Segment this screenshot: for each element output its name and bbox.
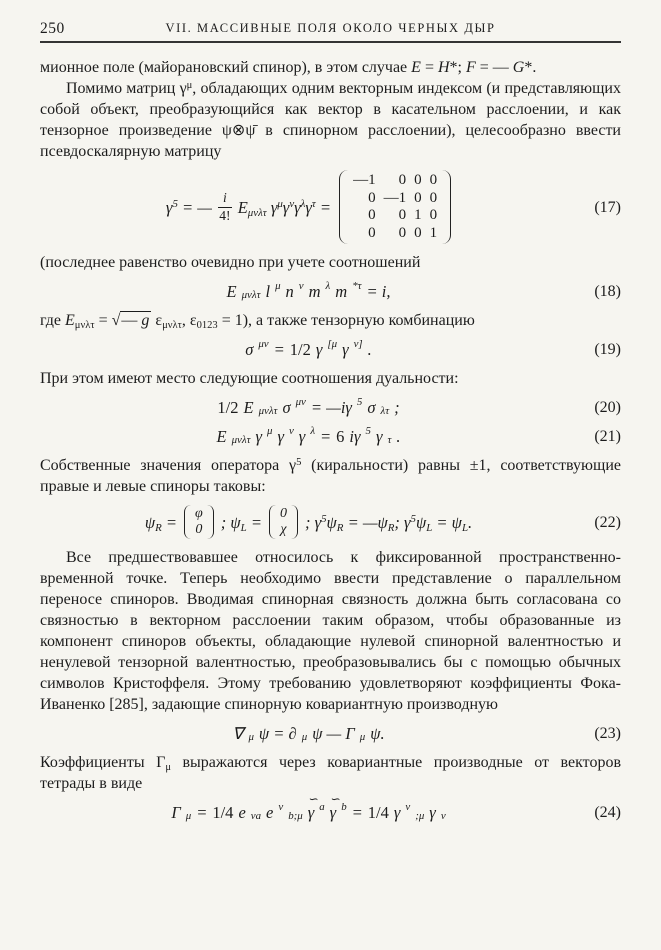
matrix-cell: —1 xyxy=(353,172,376,188)
paragraph-spinor-connection: Все предшествовавшее относилось к фиксированной пространственно-временной точке. Теперь необходимо ввести представление о параллельном переносе спиноров. Вводимая спинорная связность должна быть согласована со связностью в векторном расслоении таким образом, чтобы образованные из компонент спиноров объекты, обладающие нулевой спинорной валентностью и ненулевой тензорной валентностью, преобразовывались бы с помощью обычных символов Кристоффеля. Этому требованию удовлетворяют коэффициенты Фока-Иваненко [285], задающие спинорную ковариантную производную xyxy=(40,549,621,713)
right-parenthesis xyxy=(291,505,298,539)
formula: ∇ $_\mu$ ψ = ∂ $_\mu$ ψ — Γ $_\mu$ ψ. xyxy=(232,724,385,743)
right-spinor-vector xyxy=(184,505,214,539)
fraction-denominator: 4! xyxy=(219,207,231,223)
right-parenthesis xyxy=(207,505,214,539)
formula-segment: $\psi_R$ = xyxy=(144,512,178,534)
equation-20 xyxy=(40,397,621,418)
paragraph-continuation: мионное поле (майорановский спинор), в этом случае E = H*; F = — G*. xyxy=(40,59,537,76)
equation-23 xyxy=(40,723,621,744)
equation-17 xyxy=(40,170,621,244)
matrix-cell: 0 xyxy=(368,189,376,206)
page-header xyxy=(40,16,621,38)
paragraph-gamma-matrices: Помимо матриц $\gamma^\mu$, обладающих одним векторным индексом (и представляющих собой объект, преобразующийся как вектор в касательном расслоении, и как тензорное произведение ψ⊗ψ̄ в спинорном расслоении), целесообразно ввести псевдоскалярную матрицу xyxy=(40,79,621,160)
matrix-cell: 0 xyxy=(429,207,438,223)
formula: E $_{\mu\nu\lambda\tau}$ γ $^\mu$ γ $^\nu$ γ $^\lambda$ = 6 iγ $^5$ γ $_\tau$ . xyxy=(216,425,401,446)
paragraph-chirality: Собственные значения оператора $\gamma^5$ (киральности) равны ±1, соответствующие правые и левые спиноры таковы: xyxy=(40,456,621,495)
equation-21 xyxy=(40,426,621,447)
vector-column xyxy=(191,505,207,539)
equation-number: (20) xyxy=(594,399,621,416)
formula-segment: $\gamma^5$ = — xyxy=(165,197,212,217)
paragraph-levi-civita: где $E_{\mu\nu\lambda\tau}$ = √— g $\varepsilon_{\mu\nu\lambda\tau}$, $\varepsilon_{0123} = 1$), а также тензорную комбинацию xyxy=(40,312,475,332)
matrix-cell: 0 xyxy=(414,172,422,188)
equation-22 xyxy=(40,505,621,539)
formula-segment: ; $\psi_L$ = xyxy=(220,512,262,534)
matrix-cell: 0 xyxy=(368,207,376,223)
matrix-cell: 0 xyxy=(429,189,438,206)
paragraph-duality: При этом имеют место следующие соотношения дуальности: xyxy=(40,370,459,387)
matrix-cell: —1 xyxy=(383,189,407,206)
vector-column xyxy=(276,505,291,539)
vector-cell: φ xyxy=(195,506,203,521)
left-spinor-vector xyxy=(269,505,298,539)
matrix-cell: 0 xyxy=(414,189,422,206)
equation-number: (17) xyxy=(594,198,621,216)
formula-segment: ; $\gamma^5\psi_R$ = $—\psi_R$; $\gamma^5\psi_L = \psi_L$. xyxy=(304,512,473,534)
matrix-cell: 0 xyxy=(398,207,407,223)
gamma5-matrix xyxy=(339,170,451,244)
page-body xyxy=(40,57,621,823)
equation-number: (22) xyxy=(594,513,621,531)
equation-24 xyxy=(40,791,621,823)
equation-19 xyxy=(40,339,621,360)
matrix-cell: 0 xyxy=(368,224,376,241)
equation-number: (19) xyxy=(594,341,621,358)
formula: E $_{\mu\nu\lambda\tau}$ l $^\mu$ n $^\nu$ m $^\lambda$ m $^{*\tau}$ = i, xyxy=(226,280,391,301)
equation-17-body xyxy=(40,170,577,244)
equation-18 xyxy=(40,281,621,302)
left-parenthesis xyxy=(339,170,348,244)
matrix-cell: 1 xyxy=(429,224,438,241)
formula-segment: $E_{\mu\nu\lambda\tau}$ $\gamma^\mu\gamma^\nu\gamma^\lambda\gamma^\tau$ = xyxy=(237,197,332,219)
equation-number: (18) xyxy=(594,283,621,300)
matrix-cell: 0 xyxy=(429,172,438,188)
left-parenthesis xyxy=(269,505,276,539)
vector-cell: 0 xyxy=(279,506,287,521)
matrix-grid xyxy=(348,170,442,244)
matrix-cell: 0 xyxy=(398,172,407,188)
header-rule xyxy=(40,41,621,43)
equation-number: (21) xyxy=(594,428,621,445)
matrix-cell: 0 xyxy=(414,224,422,241)
page-number: 250 xyxy=(40,20,65,37)
right-parenthesis xyxy=(442,170,451,244)
matrix-cell: 1 xyxy=(414,207,422,223)
formula: σ $^{\mu\nu}$ = 1/2 γ $^{[\mu}$ γ $^{\nu]}$ . xyxy=(245,338,372,359)
running-title: VII. МАССИВНЫЕ ПОЛЯ ОКОЛО ЧЕРНЫХ ДЫР xyxy=(165,21,496,35)
paragraph-fock-ivanenko: Коэффициенты $\Gamma_\mu$ выражаются через ковариантные производные от векторов тетрады в виде xyxy=(40,754,622,792)
equation-22-body xyxy=(40,505,577,539)
formula: 1/2 E $_{\mu\nu\lambda\tau}$ σ $^{\mu\nu}$ = —iγ $^5$ σ $_{\lambda\tau}$ ; xyxy=(217,396,400,417)
vector-cell: 0 xyxy=(195,522,203,537)
formula: Γ $_\mu$ = 1/4 e $_{\nu a}$ e $^\nu$ $_{b;\mu}$ ∽ γ $^a$ ∽ γ $^b$ = 1/4 γ $^\nu$ $_{;\mu}$ γ $_\nu$ xyxy=(171,791,446,822)
paragraph-note: (последнее равенство очевидно при учете соотношений xyxy=(40,254,421,271)
vector-cell: χ xyxy=(280,522,287,537)
equation-number: (23) xyxy=(594,725,621,742)
equation-number: (24) xyxy=(594,804,621,821)
fraction-numerator: i xyxy=(218,191,232,208)
matrix-cell: 0 xyxy=(398,224,407,241)
fraction xyxy=(218,191,232,224)
left-parenthesis xyxy=(184,505,191,539)
